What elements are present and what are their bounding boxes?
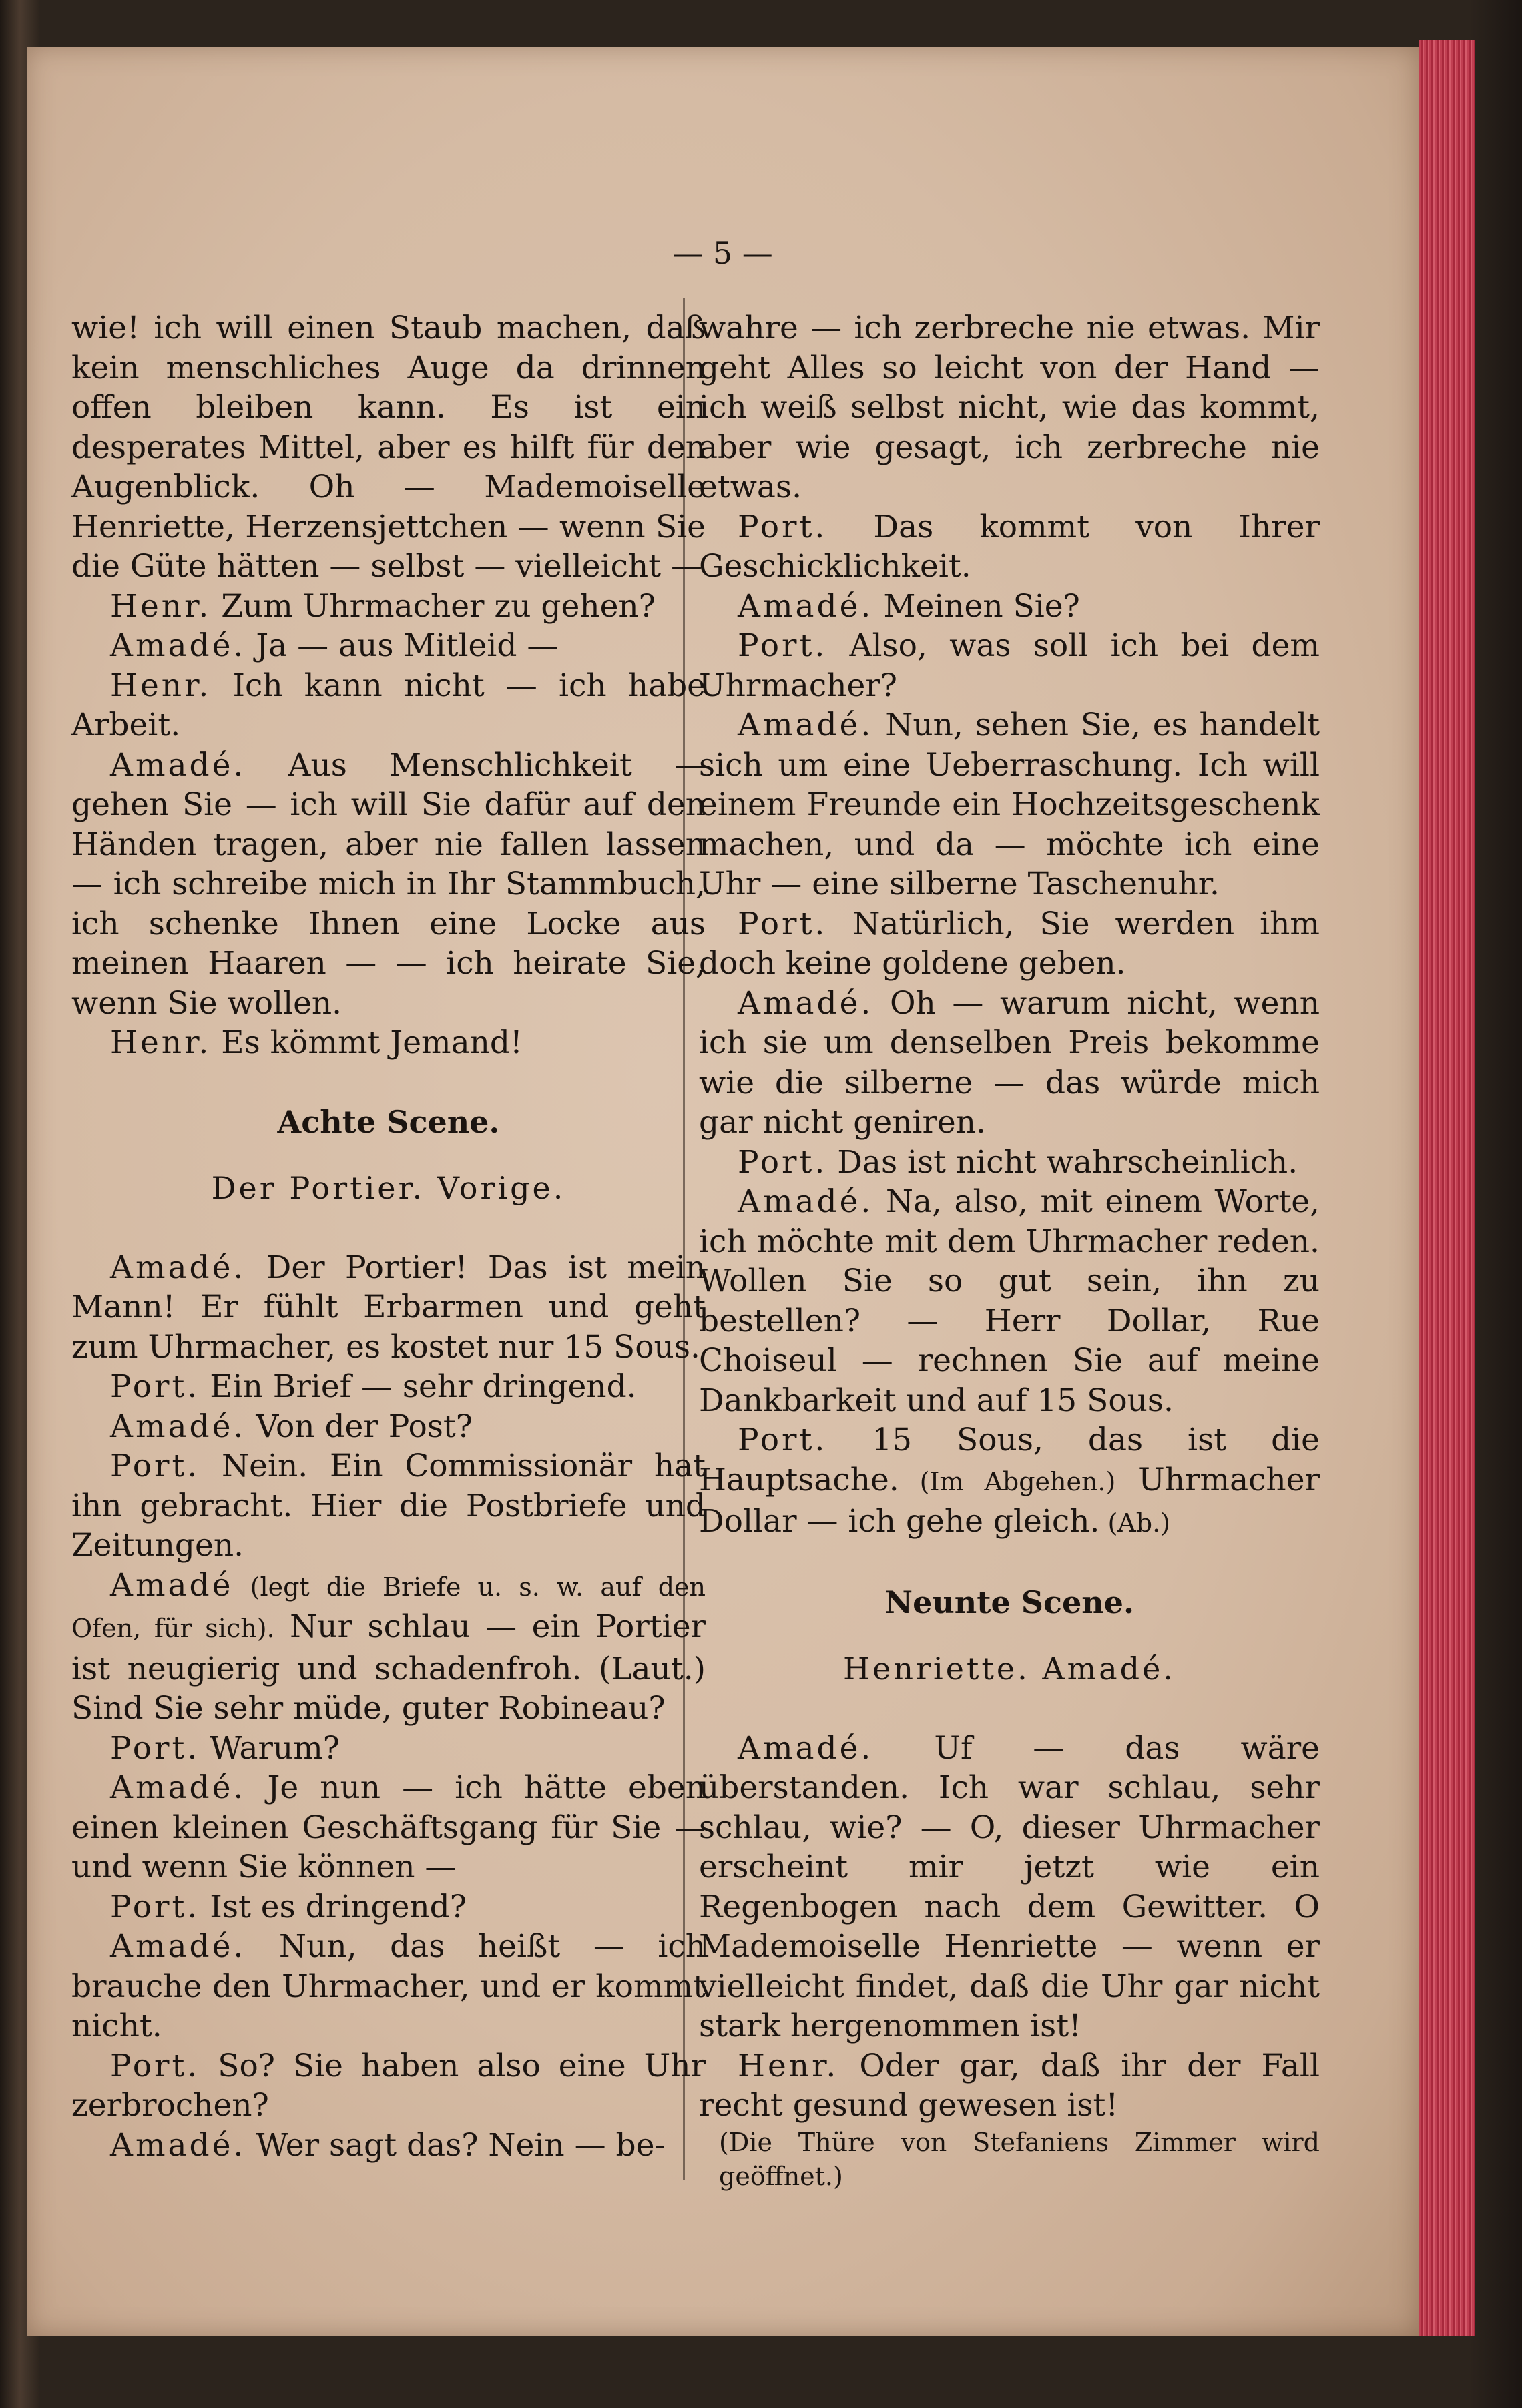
dialogue-line xyxy=(699,705,1320,904)
dialogue-text: Das kommt von Ihrer Geschicklichkeit. xyxy=(699,508,1320,585)
dialogue-line xyxy=(699,507,1320,587)
dialogue-line xyxy=(71,1367,706,1407)
dialogue-line xyxy=(699,1729,1320,2046)
speaker-label: Amadé. xyxy=(738,707,874,743)
stage-direction: (Die Thüre von Stefaniens Zimmer wird geöffnet.) xyxy=(719,2127,1320,2191)
speaker-label: Port. xyxy=(738,1143,828,1181)
dialogue-text: Oder gar, daß ihr der Fall recht gesund gewesen ist! xyxy=(699,2047,1320,2124)
speaker-label: Amadé. xyxy=(738,984,874,1022)
dialogue-text: So? Sie haben also eine Uhr zerbrochen? xyxy=(71,2047,706,2124)
dialogue-line xyxy=(71,666,706,745)
dialogue-text: Warum? xyxy=(200,1729,340,1767)
dialogue-text: Uf — das wäre überstanden. Ich war schlau, sehr schlau, wie? — O, dieser Uhrmacher erscheint mir jetzt wie ein Regenbogen nach dem Gewitter. O Mademoiselle Henriette — wenn er vielleicht findet, daß die Uhr gar nicht stark hergenommen ist! xyxy=(699,1729,1320,2044)
dialogue-text: Nun, sehen Sie, es handelt sich um eine Ueberraschung. Ich will einem Freunde ein Hochzeitsgeschenk machen, und da — möchte ich eine Uhr — eine silberne Taschenuhr. xyxy=(699,707,1320,902)
right-column xyxy=(699,308,1320,2194)
speaker-label: Amadé. xyxy=(738,1729,874,1767)
stage-direction: (Im Abgehen.) xyxy=(899,1466,1116,1496)
dialogue-text: Ist es dringend? xyxy=(200,1888,467,1925)
spacer xyxy=(71,1063,706,1103)
speaker-label: Amadé. xyxy=(110,1928,246,1965)
dialogue-line xyxy=(71,1887,706,1927)
dialogue-text: Zum Uhrmacher zu gehen? xyxy=(211,587,656,625)
scene-persons: Der Portier. Vorige. xyxy=(211,1170,566,1206)
dialogue-line xyxy=(71,1248,706,1368)
dialogue-line xyxy=(71,1407,706,1447)
dialogue-text: Also, was soll ich bei dem Uhrmacher? xyxy=(699,627,1320,704)
dialogue-line xyxy=(71,1927,706,2046)
speaker-label: Port. xyxy=(738,627,828,664)
speaker-label: Port. xyxy=(110,2047,200,2084)
dialogue-line xyxy=(699,1143,1320,1183)
speaker-label: Henr. xyxy=(110,587,212,625)
dialogue-line xyxy=(699,587,1320,627)
speaker-label: Port. xyxy=(110,1368,200,1405)
dialogue-line xyxy=(699,904,1320,984)
paragraph: wie! ich will einen Staub machen, daß kein menschliches Auge da drinnen offen bleiben kann. Es ist ein desperates Mittel, aber es hilft für den Augenblick. Oh — Mademoiselle Henriette, Herzensjettchen — wenn Sie die Güte hätten — selbst — vielleicht — xyxy=(71,310,706,585)
speaker-label: Amadé. xyxy=(110,1249,246,1286)
speaker-label: Amadé xyxy=(110,1566,234,1604)
speaker-label: Henr. xyxy=(738,2047,839,2084)
dialogue-line xyxy=(71,2126,706,2166)
speaker-label: Port. xyxy=(738,1422,828,1458)
speaker-label: Amadé. xyxy=(110,1769,246,1806)
spacer xyxy=(699,1622,1320,1649)
book-page xyxy=(27,47,1419,2336)
dialogue-text: Nein. Ein Commissionär hat ihn gebracht. Hier die Postbriefe und Zeitungen. xyxy=(71,1448,706,1564)
dialogue-line xyxy=(71,626,706,666)
scene-persons: Henriette. Amadé. xyxy=(843,1650,1176,1687)
dialogue-line xyxy=(699,2046,1320,2126)
dialogue-text: Wer sagt das? Nein — be- xyxy=(246,2126,666,2164)
scene-heading: Neunte Scene. xyxy=(884,1584,1134,1620)
speaker-label: Port. xyxy=(110,1888,200,1925)
paragraph: wahre — ich zerbreche nie etwas. Mir geht Alles so leicht von der Hand — ich weiß selbst nicht, wie das kommt, aber wie gesagt, ich zerbreche nie etwas. xyxy=(699,310,1320,505)
dialogue-text: Der Portier! Das ist mein Mann! Er fühlt Erbarmen und geht zum Uhrmacher, es kostet nur 15 Sous. xyxy=(71,1249,706,1366)
dialogue-text: Aus Menschlichkeit — gehen Sie — ich will Sie dafür auf den Händen tragen, aber nie fallen lassen — ich schreibe mich in Ihr Stammbuch, ich schenke Ihnen eine Locke aus meinen Haaren — — ich heirate Sie, wenn Sie wollen. xyxy=(71,746,706,1022)
dialogue-line xyxy=(71,1768,706,1887)
dialogue-line xyxy=(71,1729,706,1769)
speaker-label: Port. xyxy=(110,1448,200,1484)
dialogue-text: Meinen Sie? xyxy=(873,587,1080,625)
spacer xyxy=(71,1209,706,1248)
scene-heading: Achte Scene. xyxy=(277,1103,500,1140)
dialogue-line xyxy=(699,984,1320,1143)
dialogue-text: Nur schlau — ein Portier ist neugierig und schadenfroh. (Laut.) Sind Sie sehr müde, guter Robineau? xyxy=(71,1608,706,1727)
spacer xyxy=(699,1544,1320,1583)
dialogue-line xyxy=(71,1023,706,1063)
left-column xyxy=(71,308,706,2165)
dialogue-text: Das ist nicht wahrscheinlich. xyxy=(827,1143,1298,1181)
dialogue-text: Natürlich, Sie werden ihm doch keine goldene geben. xyxy=(699,905,1320,982)
spacer xyxy=(71,1142,706,1169)
speaker-label: Port. xyxy=(738,508,828,545)
stage-direction: (Ab.) xyxy=(1099,1508,1170,1538)
page-edges-red xyxy=(1419,40,1475,2336)
dialogue-line xyxy=(71,745,706,1024)
dialogue-text: Uhrmacher Dollar — ich gehe gleich. xyxy=(699,1461,1320,1540)
stage-direction: (legt die Briefe u. s. w. auf den Ofen, für sich). xyxy=(71,1572,706,1643)
dialogue-text: Ich kann nicht — ich habe Arbeit. xyxy=(71,667,706,743)
speaker-label: Amadé. xyxy=(738,587,874,625)
speaker-label: Amadé. xyxy=(110,2126,246,2164)
dialogue-text: Nun, das heißt — ich brauche den Uhrmacher, und er kommt nicht. xyxy=(71,1928,706,2044)
dialogue-text: Ein Brief — sehr dringend. xyxy=(200,1368,637,1405)
page-number: — 5 — xyxy=(672,235,773,271)
speaker-label: Henr. xyxy=(110,667,212,704)
dialogue-text: Je nun — ich hätte eben einen kleinen Geschäftsgang für Sie — und wenn Sie können — xyxy=(71,1769,706,1885)
speaker-label: Amadé. xyxy=(110,1408,246,1445)
dialogue-line xyxy=(699,626,1320,705)
dialogue-text: 15 Sous, das ist die Hauptsache. xyxy=(699,1422,1320,1498)
speaker-label: Amadé. xyxy=(110,627,246,664)
speaker-label: Amadé. xyxy=(110,746,246,784)
dialogue-line xyxy=(71,1446,706,1566)
dialogue-line xyxy=(71,587,706,627)
speaker-label: Port. xyxy=(738,905,828,942)
speaker-label: Amadé. xyxy=(738,1183,874,1220)
dialogue-text: Ja — aus Mitleid — xyxy=(246,627,559,664)
dialogue-text: Von der Post? xyxy=(246,1408,473,1445)
speaker-label: Henr. xyxy=(110,1024,212,1061)
dialogue-text: Oh — warum nicht, wenn ich sie um denselben Preis bekomme wie die silberne — das würde mich gar nicht geniren. xyxy=(699,984,1320,1141)
dialogue-text: Na, also, mit einem Worte, ich möchte mit dem Uhrmacher reden. Wollen Sie so gut sein, ihn zu bestellen? — Herr Dollar, Rue Choiseul — rechnen Sie auf meine Dankbarkeit und auf 15 Sous. xyxy=(699,1183,1320,1419)
dialogue-line xyxy=(71,2046,706,2126)
dialogue-line xyxy=(71,1566,706,1729)
spacer xyxy=(699,1689,1320,1729)
speaker-label: Port. xyxy=(110,1729,200,1767)
dialogue-line xyxy=(699,1182,1320,1420)
dialogue-line xyxy=(699,1420,1320,1544)
dialogue-text: Es kömmt Jemand! xyxy=(211,1024,523,1061)
